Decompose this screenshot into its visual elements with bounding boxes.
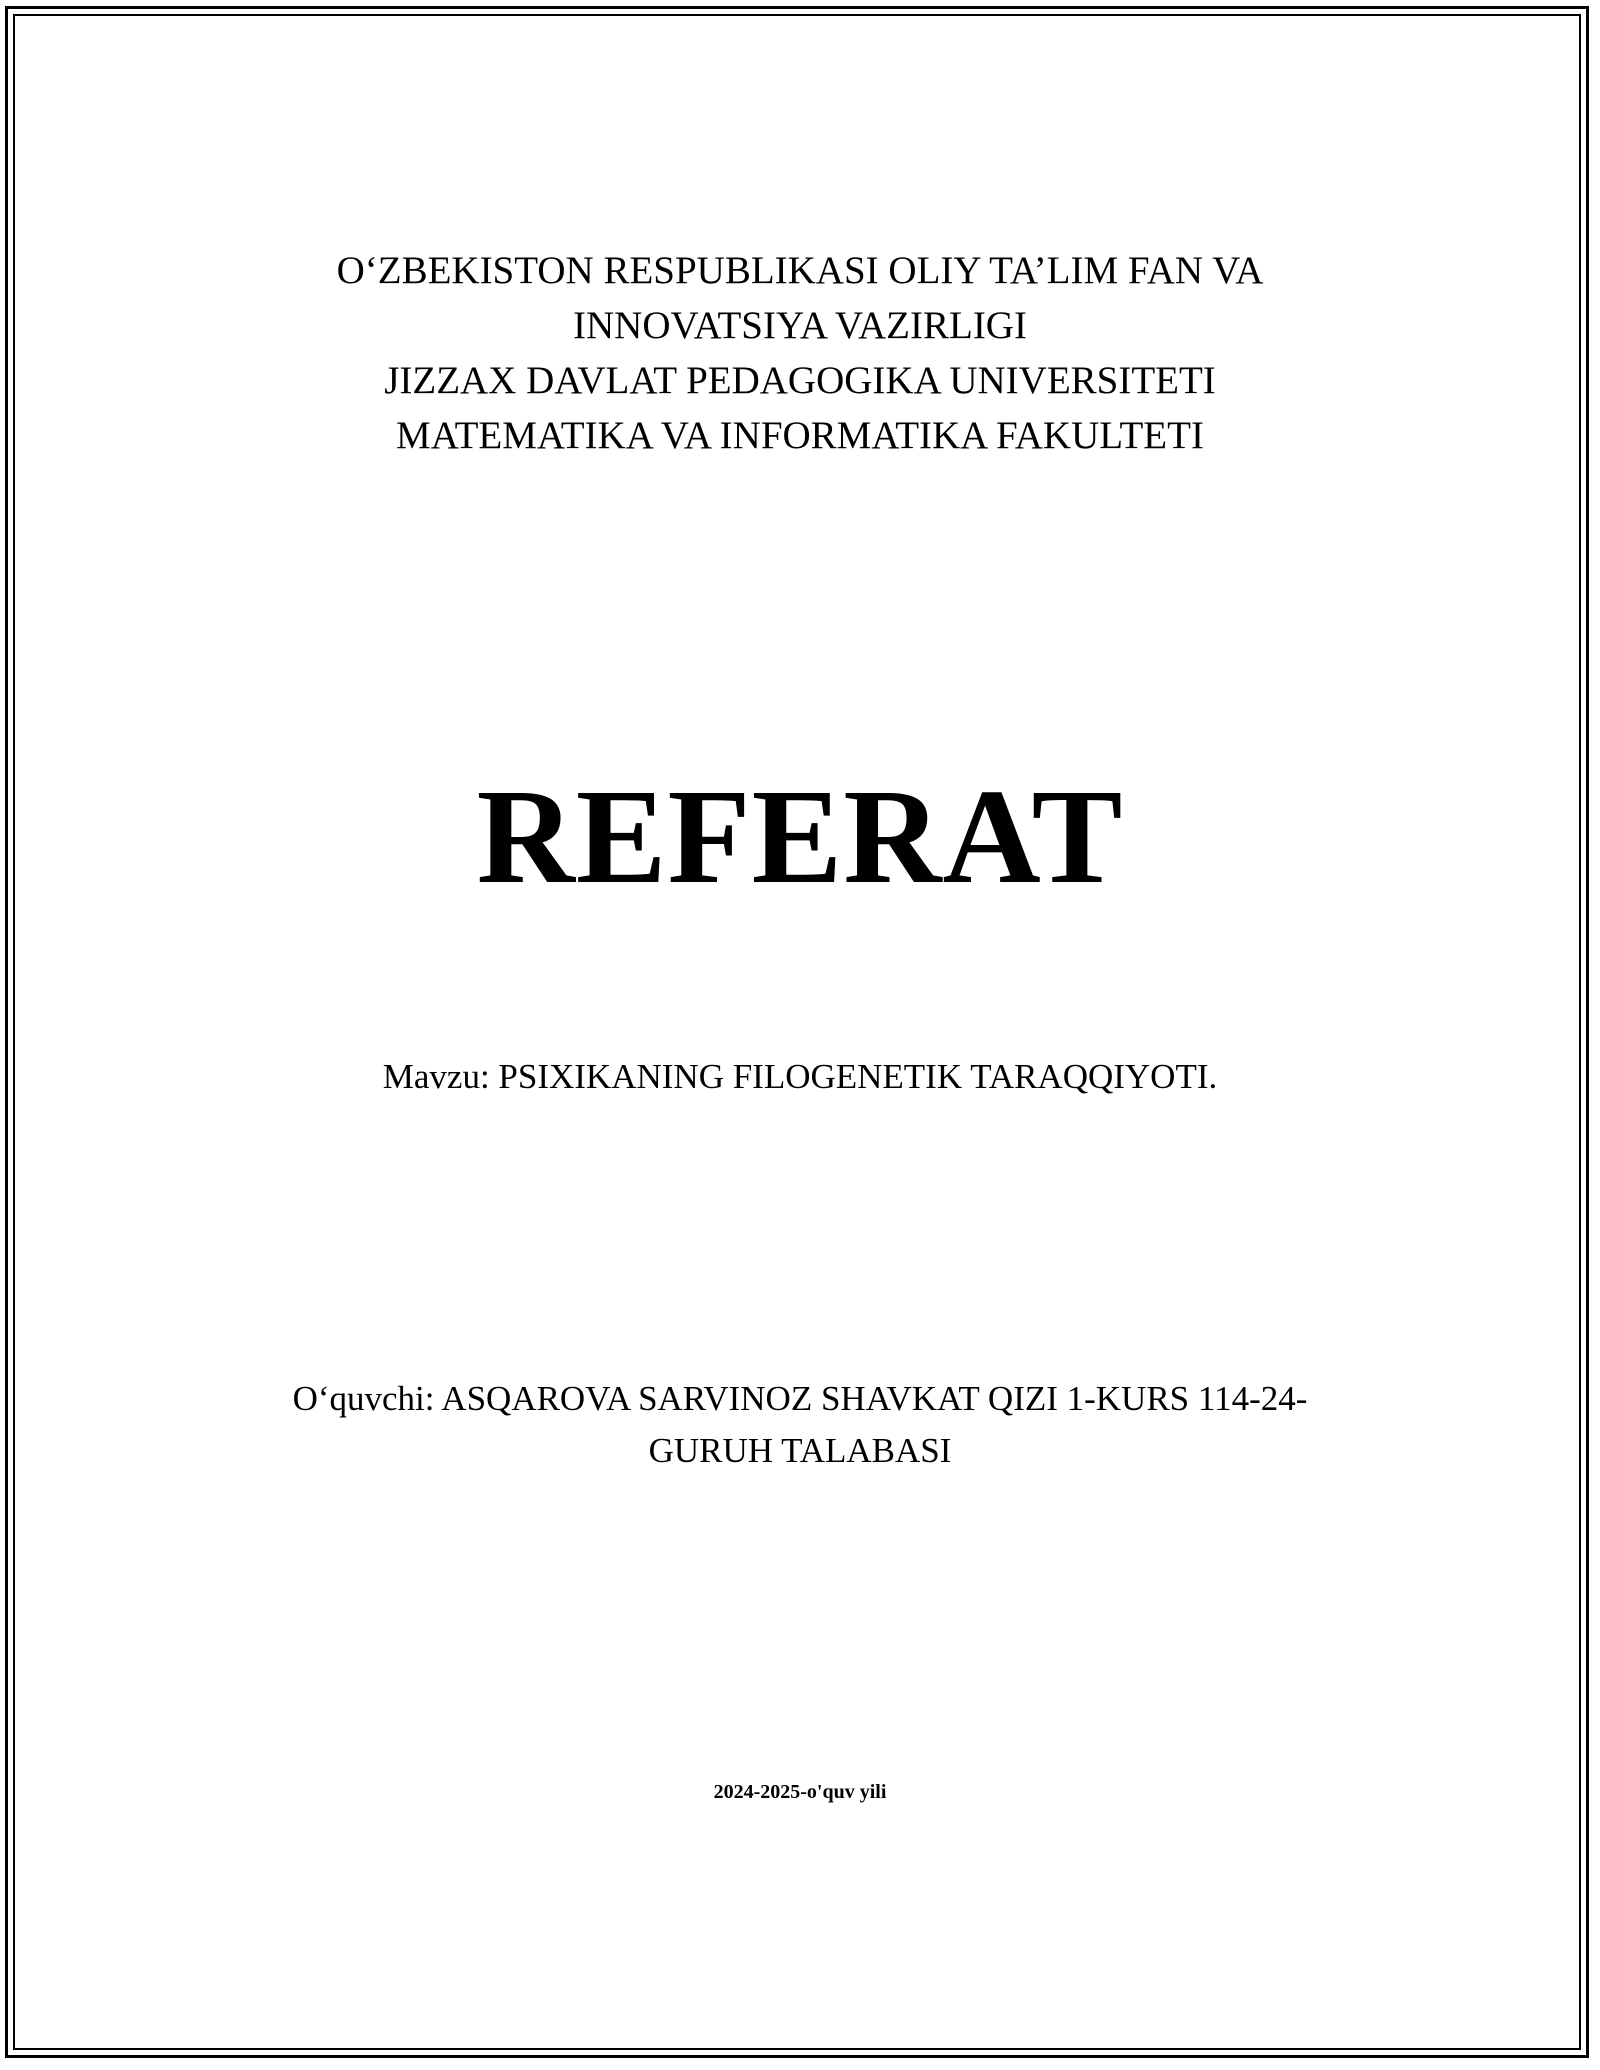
header-line-faculty: MATEMATIKA VA INFORMATIKA FAKULTETI xyxy=(396,414,1204,457)
student-line-group: GURUH TALABASI xyxy=(648,1431,952,1470)
student-line-name: O‘quvchi: ASQAROVA SARVINOZ SHAVKAT QIZI 1-KURS 114-24- xyxy=(292,1379,1308,1418)
header-line-ministry: O‘ZBEKISTON RESPUBLIKASI OLIY TA’LIM FAN VA xyxy=(336,249,1264,292)
header-line-ministry-cont: INNOVATSIYA VAZIRLIGI xyxy=(573,304,1027,347)
document-title: REFERAT xyxy=(476,762,1124,912)
institution-header xyxy=(0,243,1600,463)
student-info xyxy=(0,1373,1600,1477)
header-line-university: JIZZAX DAVLAT PEDAGOGIKA UNIVERSITETI xyxy=(384,359,1216,402)
academic-year: 2024-2025-o'quv yili xyxy=(713,1781,887,1803)
topic-line: Mavzu: PSIXIKANING FILOGENETIK TARAQQIYOTI. xyxy=(382,1057,1218,1096)
